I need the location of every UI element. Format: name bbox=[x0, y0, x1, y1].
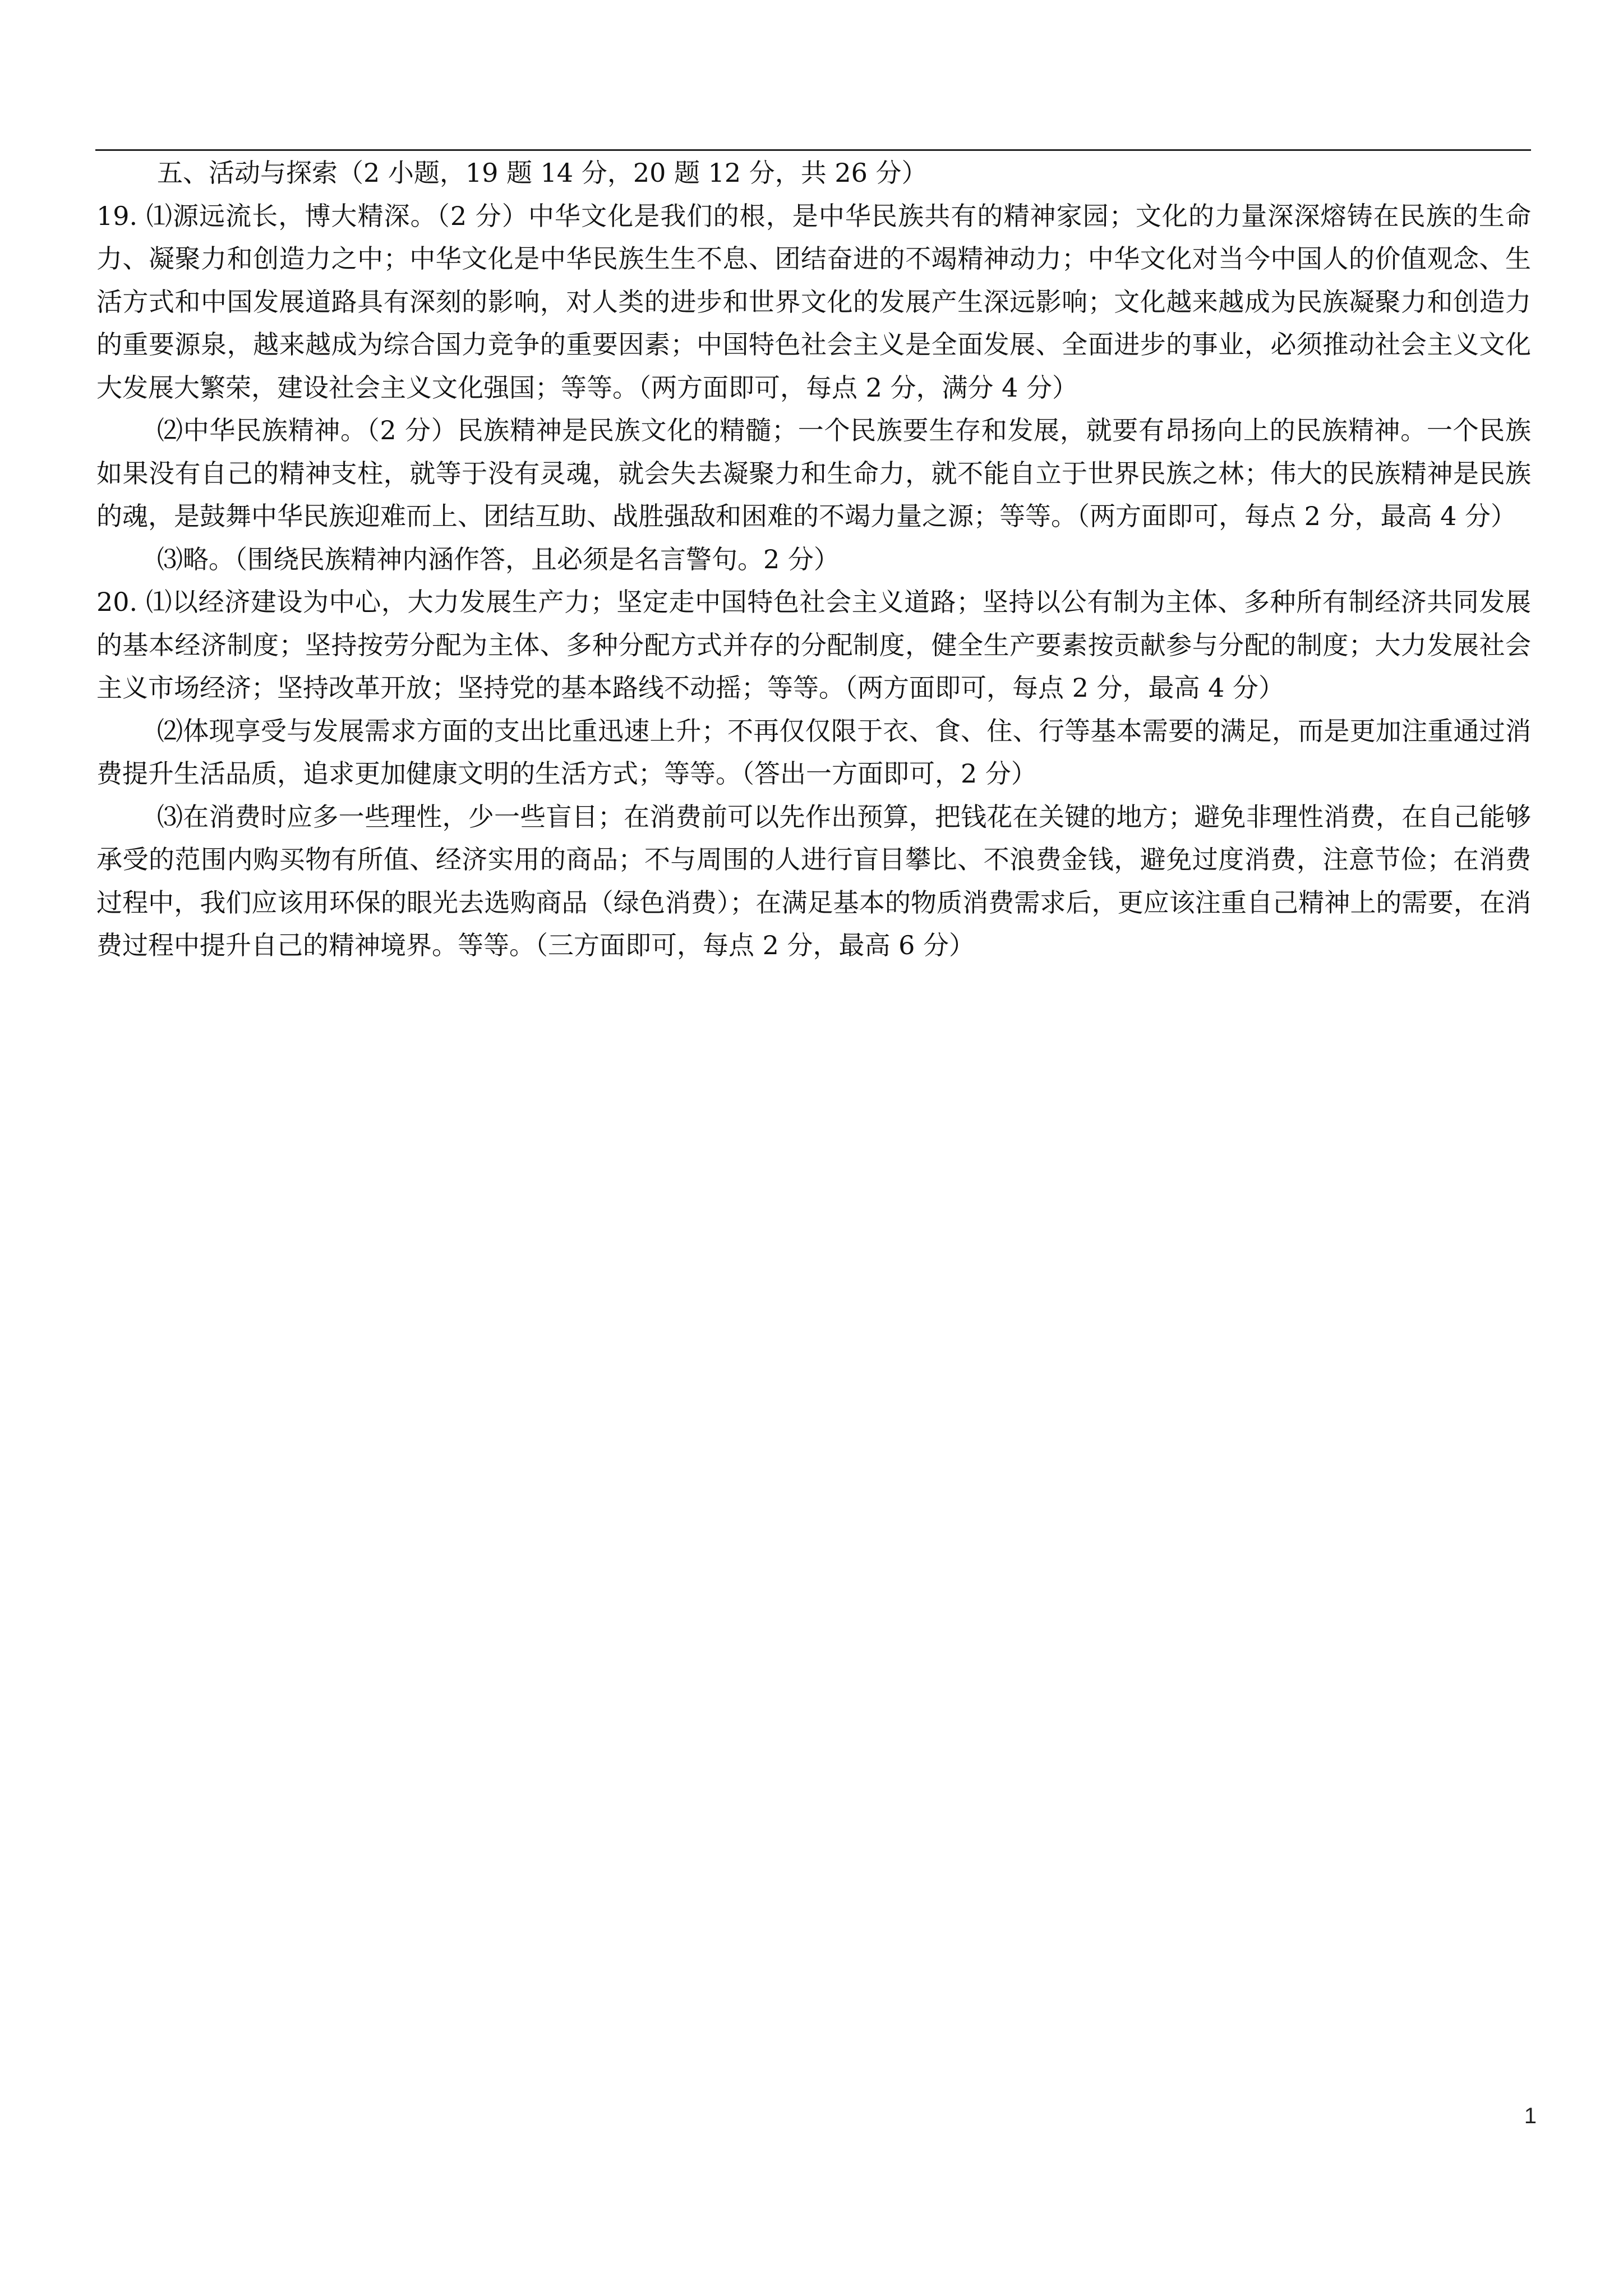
question-19-part-1: 19. ⑴源远流长，博大精深。（2 分）中华文化是我们的根，是中华民族共有的精神家园；文化的力量深深熔铸在民族的生命力、凝聚力和创造力之中；中华文化是中华民族生生不息、团结奋进的不竭精神动力；中华文化对当今中国人的价值观念、生活方式和中国发展道路具有深刻的影响，对人类的进步和世界文化的发展产生深远影响；文化越来越成为民族凝聚力和创造力的重要源泉，越来越成为综合国力竞争的重要因素；中国特色社会主义是全面发展、全面进步的事业，必须推动社会主义文化大发展大繁荣，建设社会主义文化强国；等等。（两方面即可，每点 2 分，满分 4 分） bbox=[96, 200, 1531, 403]
header-rule bbox=[95, 149, 1531, 151]
answer-document bbox=[96, 151, 1531, 967]
question-19-part-2: ⑵中华民族精神。（2 分）民族精神是民族文化的精髓；一个民族要生存和发展，就要有昂扬向上的民族精神。一个民族如果没有自己的精神支柱，就等于没有灵魂，就会失去凝聚力和生命力，就不能自立于世界民族之林；伟大的民族精神是民族的魂，是鼓舞中华民族迎难而上、团结互助、战胜强敌和困难的不竭力量之源；等等。（两方面即可，每点 2 分，最高 4 分） bbox=[96, 415, 1531, 531]
question-19-part-3: ⑶略。（围绕民族精神内涵作答，且必须是名言警句。2 分） bbox=[157, 544, 840, 574]
question-20-part-1: 20. ⑴以经济建设为中心，大力发展生产力；坚定走中国特色社会主义道路；坚持以公有制为主体、多种所有制经济共同发展的基本经济制度；坚持按劳分配为主体、多种分配方式并存的分配制度，健全生产要素按贡献参与分配的制度；大力发展社会主义市场经济；坚持改革开放；坚持党的基本路线不动摇；等等。（两方面即可，每点 2 分，最高 4 分） bbox=[96, 587, 1531, 703]
question-20-part-2: ⑵体现享受与发展需求方面的支出比重迅速上升；不再仅仅限于衣、食、住、行等基本需要的满足，而是更加注重通过消费提升生活品质，追求更加健康文明的生活方式；等等。（答出一方面即可，2 分） bbox=[96, 715, 1531, 789]
page-number: 1 bbox=[1524, 2104, 1537, 2128]
question-20-part-3: ⑶在消费时应多一些理性，少一些盲目；在消费前可以先作出预算，把钱花在关键的地方；避免非理性消费，在自己能够承受的范围内购买物有所值、经济实用的商品；不与周围的人进行盲目攀比、不浪费金钱，避免过度消费，注意节俭；在消费过程中，我们应该用环保的眼光去选购商品（绿色消费）；在满足基本的物质消费需求后，更应该注重自己精神上的需要，在消费过程中提升自己的精神境界。等等。（三方面即可，每点 2 分，最高 6 分） bbox=[96, 801, 1531, 960]
section-heading: 五、活动与探索（2 小题，19 题 14 分，20 题 12 分，共 26 分） bbox=[157, 158, 928, 188]
